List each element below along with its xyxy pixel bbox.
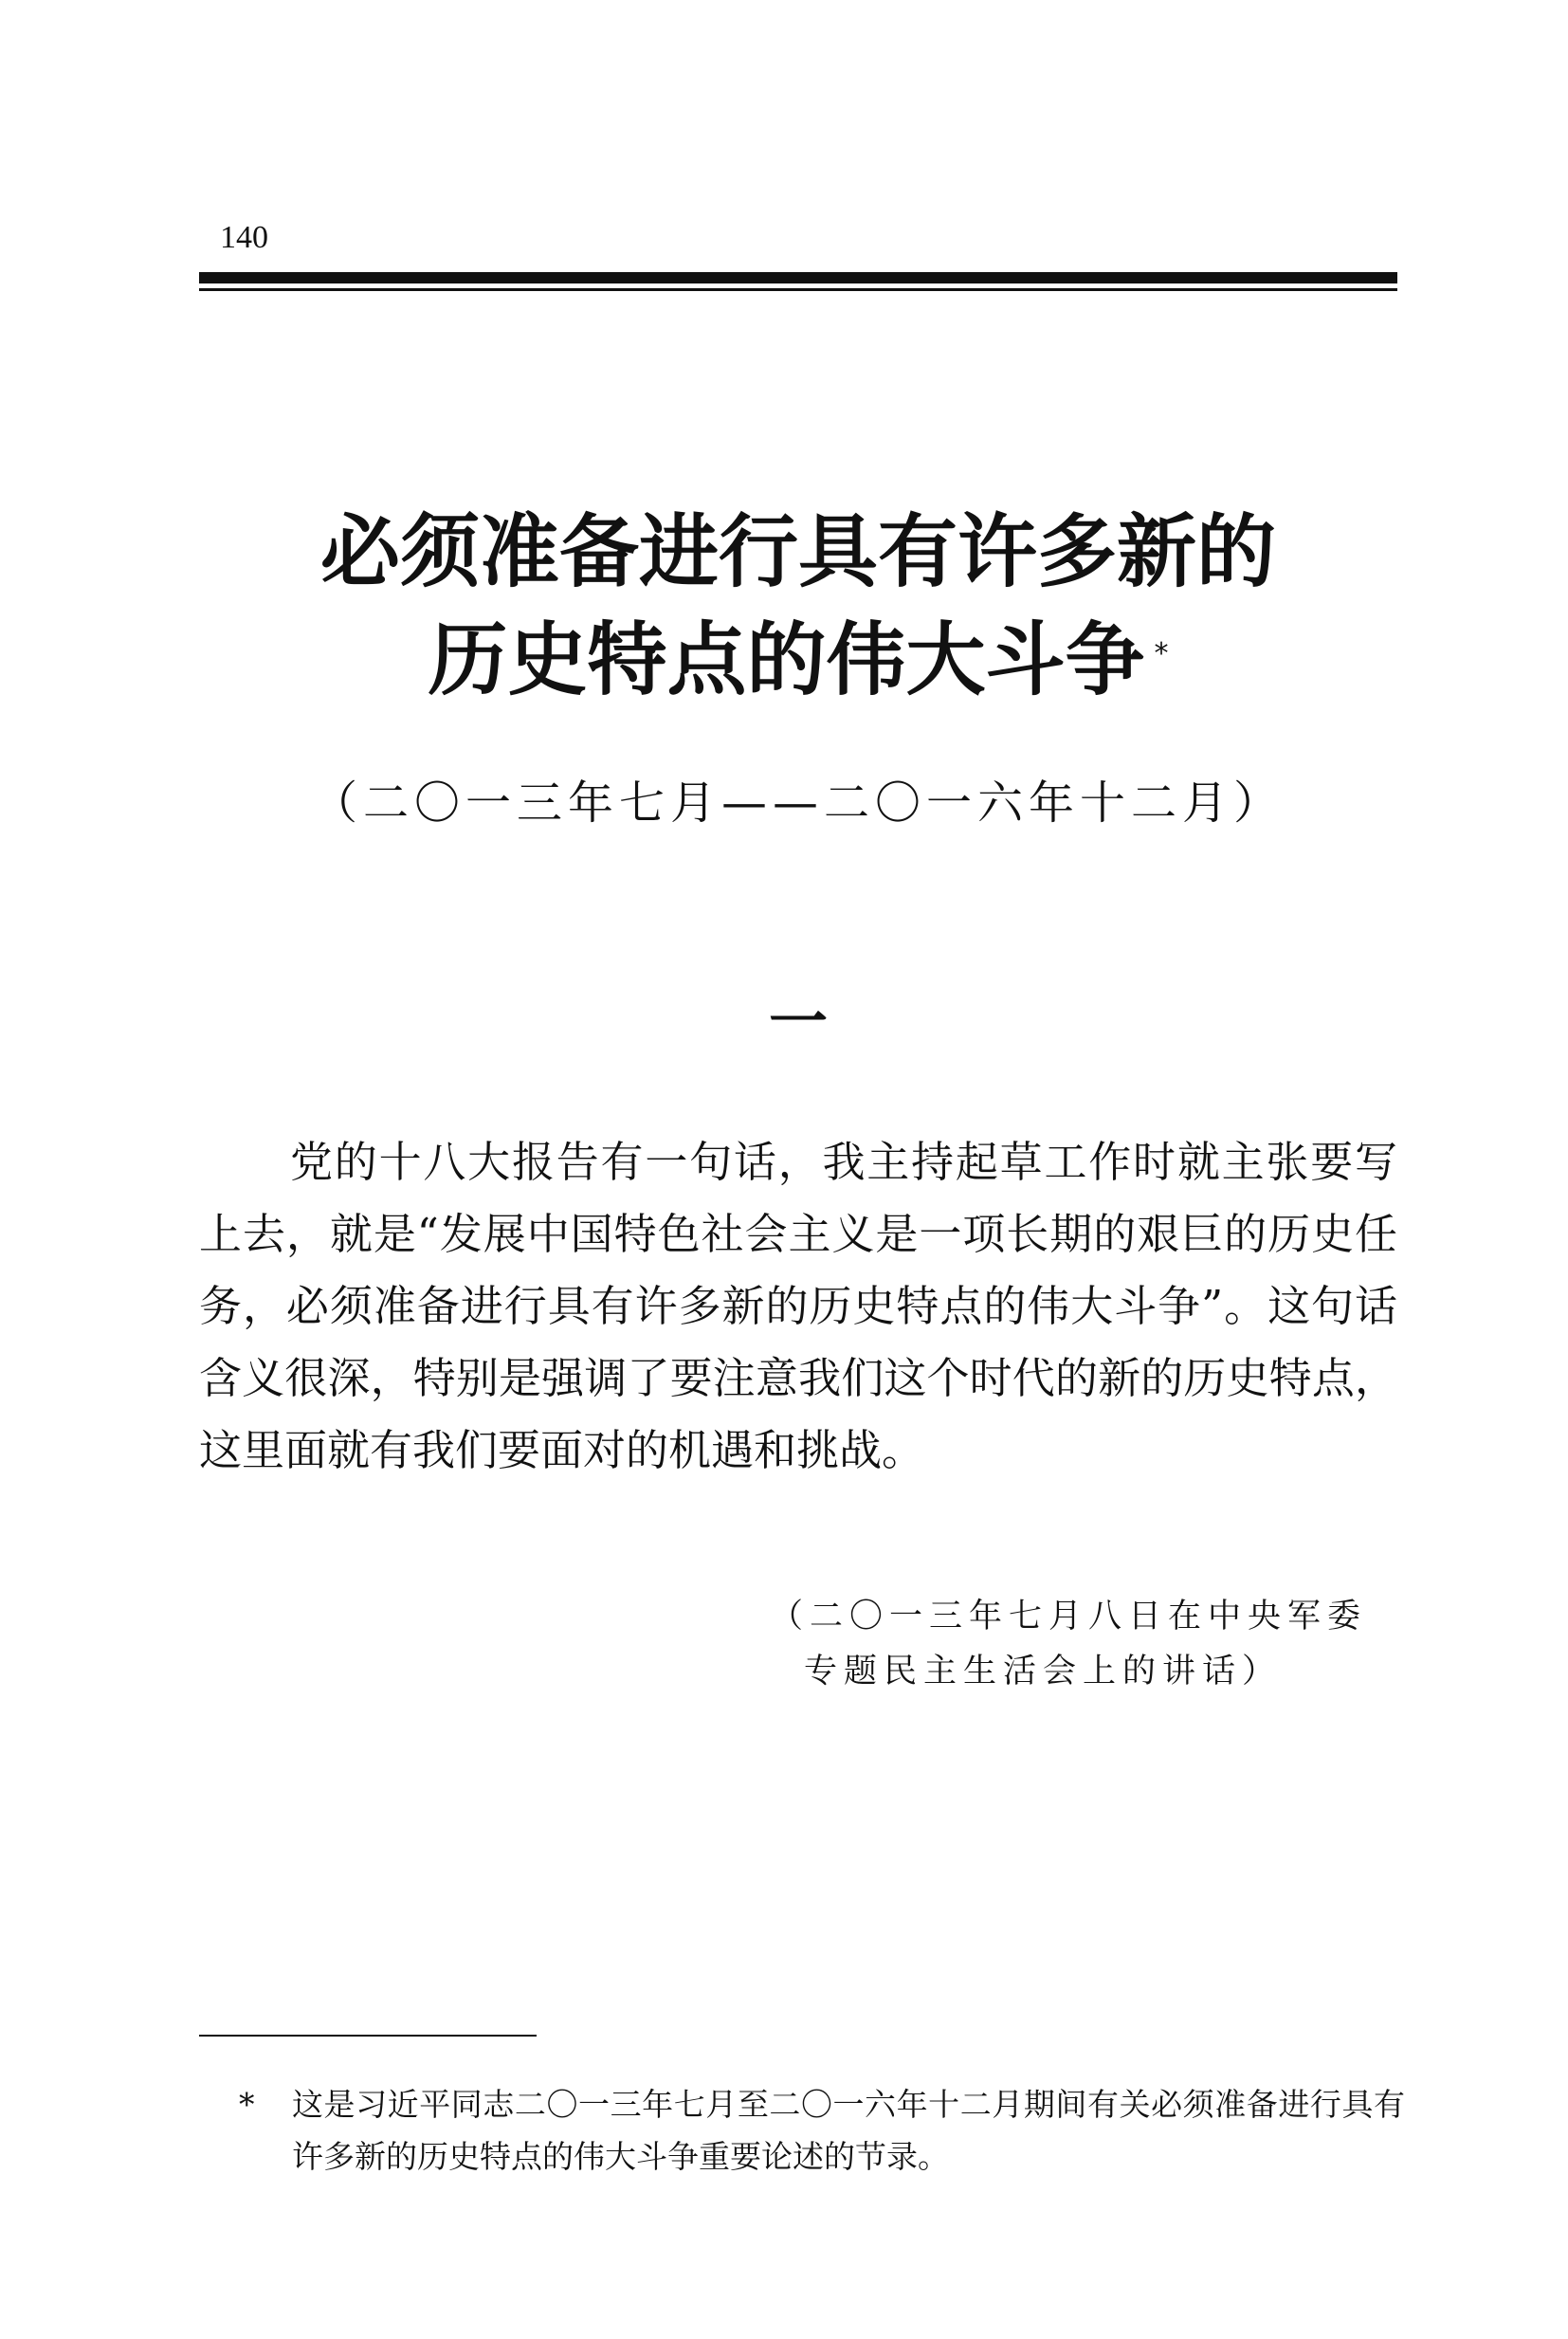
title-line-2-text: 历史特点的伟大斗争	[428, 613, 1145, 706]
source-line-1: （二〇一三年七月八日在中央军委	[770, 1598, 1368, 1635]
section-number: 一	[768, 987, 828, 1056]
title-line-2	[199, 606, 1397, 714]
article-title	[199, 498, 1397, 714]
body-paragraph: 党的十八大报告有一句话，我主持起草工作时就主张要写上去，就是“发展中国特色社会主义是一项长期的艰巨的历史任务，必须准备进行具有许多新的历史特点的伟大斗争”。这句话含义很深，特别是强调了要注意我们这个时代的新的历史特点，这里面就有我们要面对的机遇和挑战。	[199, 1137, 1397, 1475]
date-range: （二〇一三年七月——二〇一六年十二月）	[311, 777, 1285, 830]
page-number: 140	[220, 220, 268, 255]
footnote-rule	[199, 2035, 537, 2037]
footnote-mark: *	[239, 2086, 255, 2123]
footnote	[239, 2078, 1405, 2183]
source-citation	[770, 1589, 1405, 1699]
header-rule-thin	[199, 288, 1397, 291]
title-line-1: 必须准备进行具有许多新的	[319, 505, 1276, 598]
title-footnote-mark: *	[1154, 637, 1169, 670]
source-line-2: 专题民主生活会上的讲话）	[804, 1653, 1283, 1690]
header-rule-thick	[199, 272, 1397, 283]
footnote-text: 这是习近平同志二〇一三年七月至二〇一六年十二月期间有关必须准备进行具有许多新的历史特点的伟大斗争重要论述的节录。	[292, 2086, 1405, 2175]
